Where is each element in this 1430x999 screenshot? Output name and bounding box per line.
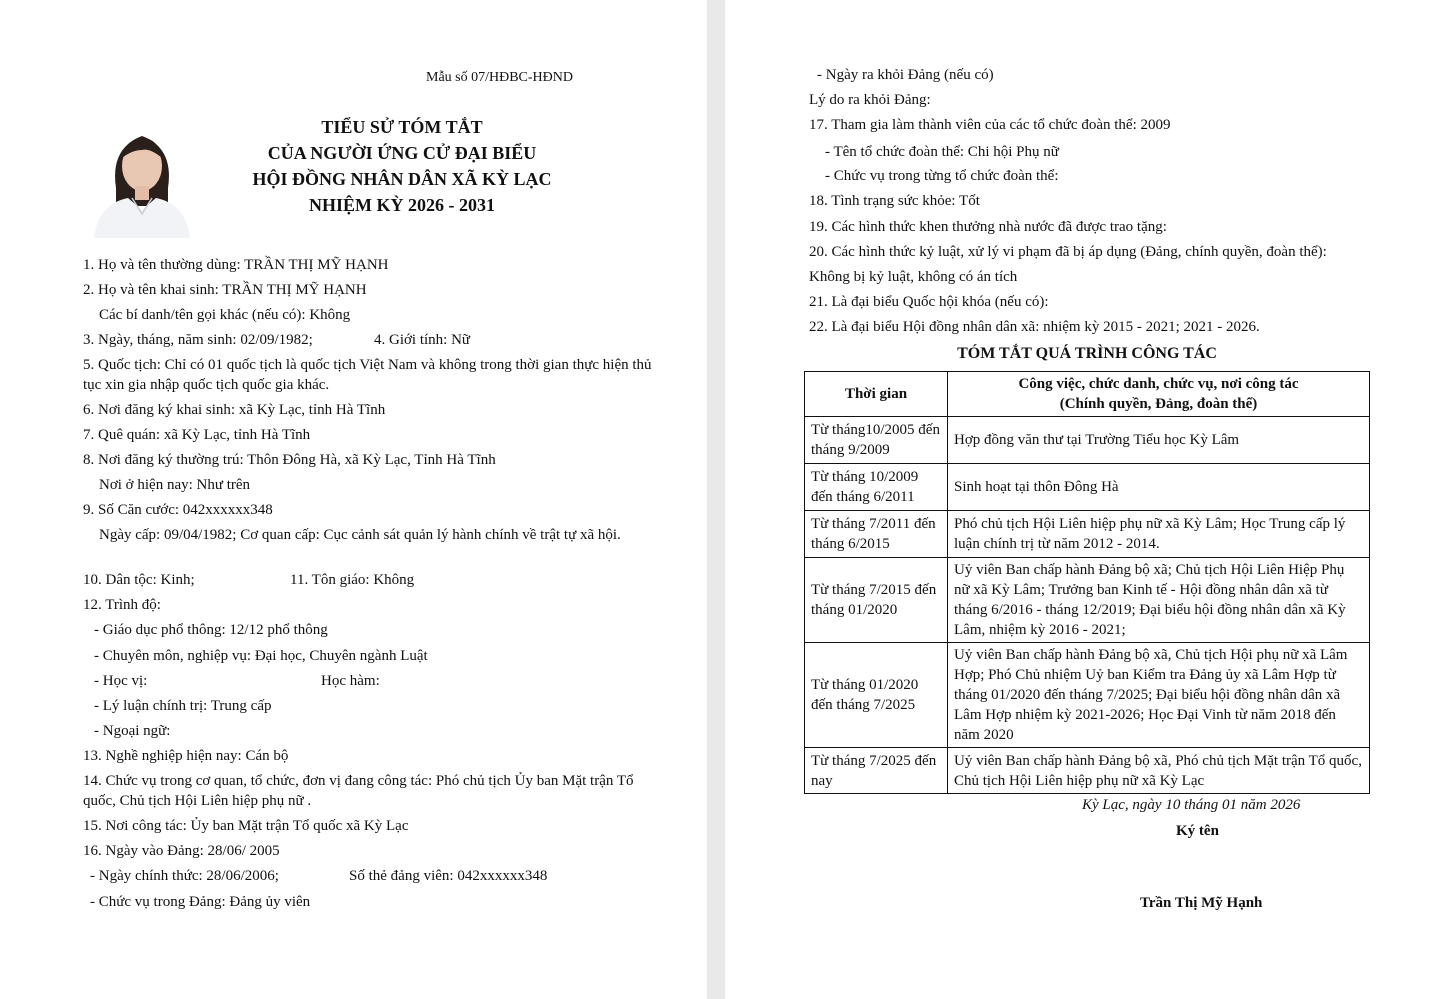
item-17-org-name: - Tên tổ chức đoàn thể: Chi hội Phụ nữ (825, 144, 1059, 160)
item-13-occupation: 13. Nghề nghiệp hiện nay: Cán bộ (83, 748, 289, 764)
item-2-aliases: Các bí danh/tên gọi khác (nếu có): Không (99, 307, 351, 323)
portrait-photo (88, 118, 196, 238)
table-row (805, 464, 1370, 511)
header-work (948, 372, 1370, 417)
item-18-health: 18. Tình trạng sức khỏe: Tốt (809, 193, 980, 209)
item-22-council-member: 22. Là đại biểu Hội đồng nhân dân xã: nhiệm kỳ 2015 - 2021; 2021 - 2026. (809, 319, 1260, 335)
title-line-2: CỦA NGƯỜI ỨNG CỬ ĐẠI BIỂU (267, 143, 537, 163)
item-12-academic-title: Học hàm: (321, 673, 380, 689)
header-work-line-1: Công việc, chức danh, chức vụ, nơi công tác (1018, 376, 1299, 392)
item-8-permanent-residence: 8. Nơi đăng ký thường trú: Thôn Đông Hà, xã Kỳ Lạc, Tỉnh Hà Tĩnh (83, 452, 496, 468)
signer-name: Trần Thị Mỹ Hạnh (1140, 895, 1263, 911)
item-6-birth-registration: 6. Nơi đăng ký khai sinh: xã Kỳ Lạc, tỉnh Hà Tĩnh (83, 402, 386, 418)
career-table (804, 371, 1370, 794)
table-row (805, 748, 1370, 794)
item-9-id-number: 9. Số Căn cước: 042xxxxxx348 (83, 502, 273, 518)
item-1-common-name: 1. Họ và tên thường dùng: TRẦN THỊ MỸ HẠNH (83, 257, 389, 273)
item-16-official-date: - Ngày chính thức: 28/06/2006; (90, 868, 279, 884)
party-leave-date: - Ngày ra khỏi Đảng (nếu có) (817, 67, 994, 83)
item-21-national-assembly: 21. Là đại biểu Quốc hội khóa (nếu có): (809, 294, 1049, 310)
row-work: Sinh hoạt tại thôn Đông Hà (948, 464, 1370, 511)
item-10-ethnicity: 10. Dân tộc: Kinh; (83, 572, 195, 588)
row-work: Phó chủ tịch Hội Liên hiệp phụ nữ xã Kỳ Lâm; Học Trung cấp lý luận chính trị từ năm 2012 - 2014. (948, 511, 1370, 558)
item-20-discipline: 20. Các hình thức kỷ luật, xử lý vi phạm đã bị áp dụng (Đảng, chính quyền, đoàn thể): (809, 244, 1327, 260)
item-7-hometown: 7. Quê quán: xã Kỳ Lạc, tỉnh Hà Tĩnh (83, 427, 311, 443)
table-row (805, 643, 1370, 748)
item-15-workplace: 15. Nơi công tác: Ủy ban Mặt trận Tổ quốc xã Kỳ Lạc (83, 818, 409, 834)
career-table-header (805, 372, 1370, 417)
item-9-id-issue: Ngày cấp: 09/04/1982; Cơ quan cấp: Cục cảnh sát quản lý hành chính về trật tự xã hội. (99, 527, 621, 543)
row-work: Uỷ viên Ban chấp hành Đảng bộ xã; Chủ tịch Hội Liên Hiệp Phụ nữ xã Kỳ Lâm; Trưởng ban Kinh tế - Hội đồng nhân dân xã từ tháng 6/2016 - tháng 12/2019; Đại biểu hội đồng nhân dân xã Kỳ Lâm, nhiệm kỳ 2016 - 2021; (948, 558, 1370, 643)
row-time: Từ tháng 01/2020 đến tháng 7/2025 (805, 643, 948, 748)
row-time: Từ tháng 7/2011 đến tháng 6/2015 (805, 511, 948, 558)
row-time: Từ tháng 10/2009 đến tháng 6/2011 (805, 464, 948, 511)
table-row (805, 511, 1370, 558)
form-code: Mẫu số 07/HĐBC-HĐND (426, 70, 573, 85)
item-14-position: 14. Chức vụ trong cơ quan, tổ chức, đơn vị đang công tác: Phó chủ tịch Ủy ban Mặt trận Tổ quốc, Chủ tịch Hội Liên hiệp phụ nữ . (83, 773, 634, 809)
title-line-4: NHIỆM KỲ 2026 - 2031 (309, 195, 495, 215)
page-gutter (707, 0, 725, 999)
item-16-party-position: - Chức vụ trong Đảng: Đảng ủy viên (90, 894, 311, 910)
item-8-current-residence: Nơi ở hiện nay: Như trên (99, 477, 251, 493)
item-12-foreign-language: - Ngoại ngữ: (94, 723, 171, 739)
row-work: Uỷ viên Ban chấp hành Đảng bộ xã, Chủ tịch Hội phụ nữ xã Lâm Hợp; Phó Chủ nhiệm Uỷ ban Kiểm tra Đảng ủy xã Lâm Hợp từ tháng 01/2020 đến tháng 7/2025; Đại biểu hội đồng nhân dân xã Lâm Hợp nhiệm kỳ 2021-2026; Học Đại Vinh từ năm 2018 đến năm 2020 (948, 643, 1370, 748)
item-2-birth-name: 2. Họ và tên khai sinh: TRẦN THỊ MỸ HẠNH (83, 282, 367, 298)
signature-label: Ký tên (1176, 823, 1219, 839)
title-line-3: HỘI ĐỒNG NHÂN DÂN XÃ KỲ LẠC (252, 169, 552, 189)
item-3-birth-date: 3. Ngày, tháng, năm sinh: 02/09/1982; (83, 332, 313, 348)
item-12-degree: - Học vị: (94, 673, 148, 689)
row-work: Uỷ viên Ban chấp hành Đảng bộ xã, Phó chủ tịch Mặt trận Tổ quốc, Chủ tịch Hội Liên hiệp phụ nữ xã Kỳ Lạc (948, 748, 1370, 794)
header-work-line-2: (Chính quyền, Đảng, đoàn thể) (1059, 396, 1258, 412)
row-work: Hợp đồng văn thư tại Trường Tiểu học Kỳ Lâm (948, 417, 1370, 464)
party-leave-reason: Lý do ra khỏi Đảng: (809, 92, 931, 108)
item-17-organizations: 17. Tham gia làm thành viên của các tổ chức đoàn thể: 2009 (809, 117, 1171, 133)
row-time: Từ tháng 7/2025 đến nay (805, 748, 948, 794)
item-5-nationality: 5. Quốc tịch: Chỉ có 01 quốc tịch là quốc tịch Việt Nam và không trong thời gian thực hiện thủ tục xin gia nhập quốc tịch quốc gia khác. (83, 357, 652, 393)
item-4-gender: 4. Giới tính: Nữ (374, 332, 471, 348)
item-12-general-education: - Giáo dục phổ thông: 12/12 phổ thông (94, 622, 328, 638)
title-line-1: TIỂU SỬ TÓM TẮT (321, 117, 483, 137)
item-12-profession: - Chuyên môn, nghiệp vụ: Đại học, Chuyên ngành Luật (94, 648, 428, 664)
header-time: Thời gian (805, 372, 948, 417)
row-time: Từ tháng 7/2015 đến tháng 01/2020 (805, 558, 948, 643)
item-19-awards: 19. Các hình thức khen thưởng nhà nước đã được trao tặng: (809, 219, 1167, 235)
table-row (805, 417, 1370, 464)
item-12-political-theory: - Lý luận chính trị: Trung cấp (94, 698, 272, 714)
item-11-religion: 11. Tôn giáo: Không (290, 572, 415, 588)
signature-place-date: Kỳ Lạc, ngày 10 tháng 01 năm 2026 (1082, 797, 1301, 813)
document-title (200, 114, 604, 218)
summary-title: TÓM TẮT QUÁ TRÌNH CÔNG TÁC (957, 345, 1217, 362)
item-20-discipline-value: Không bị kỷ luật, không có án tích (809, 269, 1018, 285)
item-17-org-position: - Chức vụ trong từng tổ chức đoàn thể: (825, 168, 1059, 184)
item-12-education: 12. Trình độ: (83, 597, 161, 613)
row-time: Từ tháng10/2005 đến tháng 9/2009 (805, 417, 948, 464)
item-16-party-join-date: 16. Ngày vào Đảng: 28/06/ 2005 (83, 843, 280, 859)
item-16-party-card: Số thẻ đảng viên: 042xxxxxx348 (349, 868, 548, 884)
table-row (805, 558, 1370, 643)
